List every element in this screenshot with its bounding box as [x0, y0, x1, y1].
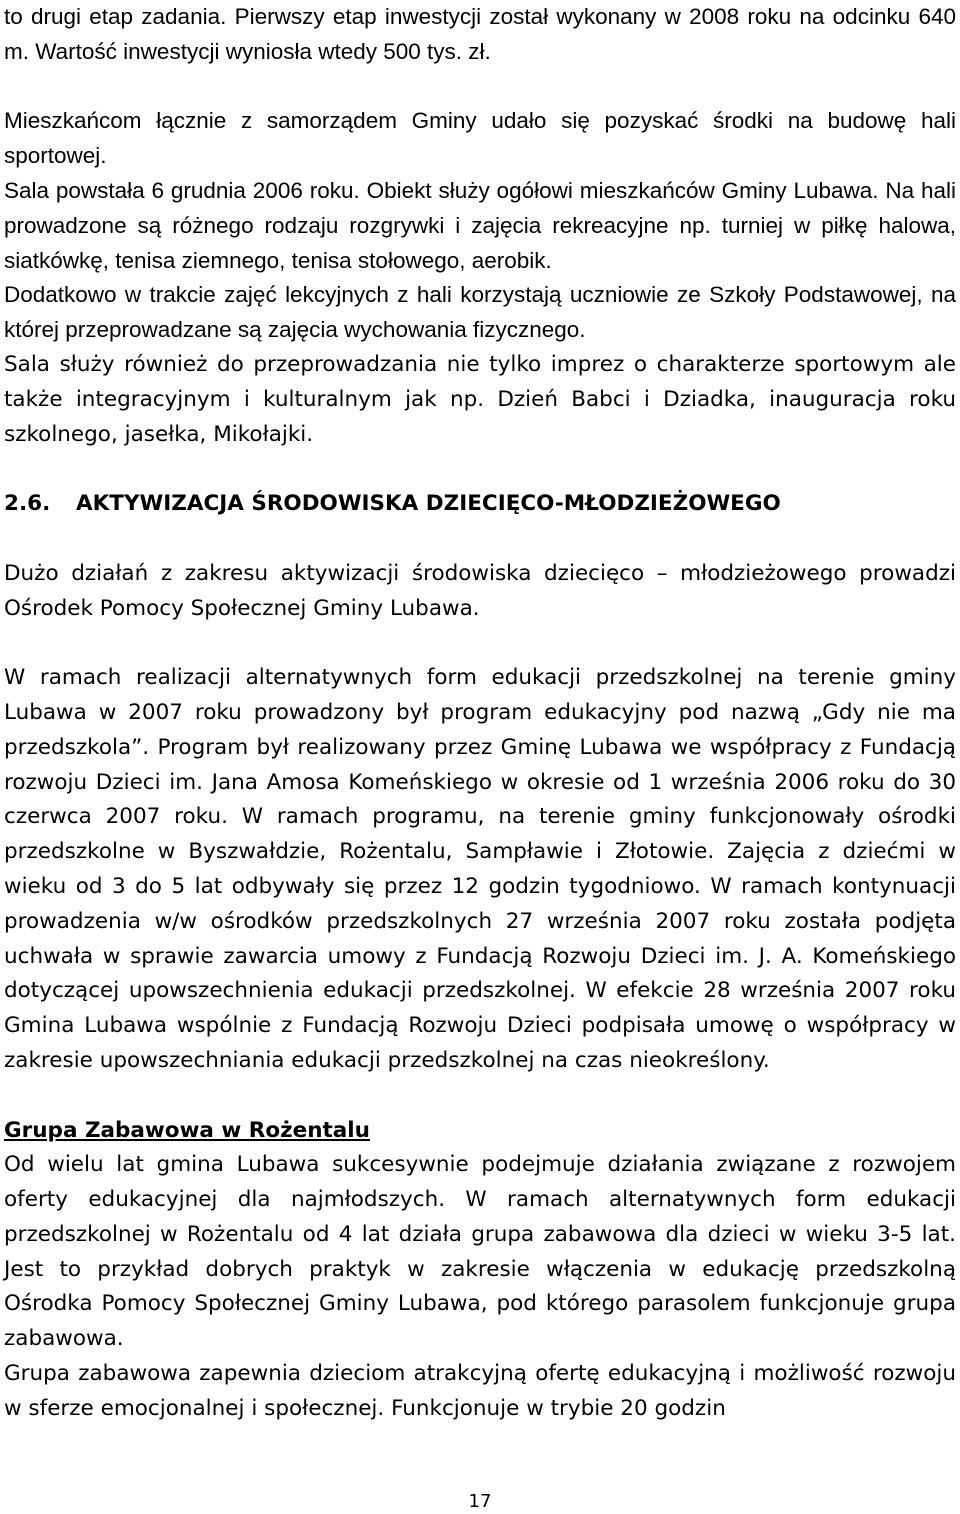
paragraph-ops-activities: Dużo działań z zakresu aktywizacji środowiska dziecięco – młodzieżowego prowadzi Ośrodek Pomocy Społecznej Gminy Lubawa.	[4, 560, 956, 621]
paragraph-sports-hall-usage: Sala powstała 6 grudnia 2006 roku. Obiekt służy ogółowi mieszkańców Gminy Lubawa. Na hali prowadzone są różnego rodzaju rozgrywki i zajęcia rekreacyjne np. turniej w piłkę halowa, siatkówkę, tenisa ziemnego, tenisa stołowego, aerobik.	[4, 177, 956, 273]
paragraph-play-group-offer: Grupa zabawowa zapewnia dzieciom atrakcyjną ofertę edukacyjną i możliwość rozwoju w sferze emocjonalnej i społecznej. Funkcjonuje w trybie 20 godzin	[4, 1361, 956, 1421]
page-number: 17	[468, 1491, 492, 1512]
spacer	[4, 1079, 956, 1114]
spacer	[4, 626, 956, 661]
paragraph-preschool-program: W ramach realizacji alternatywnych form edukacji przedszkolnej na terenie gminy Lubawa w 2007 roku prowadzony był program edukacyjny pod nazwą „Gdy nie ma przedszkola”. Program był realizowany przez Gminę Lubawa we współpracy z Fundacją rozwoju Dzieci im. Jana Amosa Komeńskiego w okresie od 1 września 2006 roku do 30 czerwca 2007 roku. W ramach programu, na terenie gminy funkcjonowały ośrodki przedszkolne w Byszwałdzie, Rożentalu, Sampławie i Złotowie. Zajęcia z dziećmi w wieku od 3 do 5 lat odbywały się przez 12 godzin tygodniowo. W ramach kontynuacji prowadzenia w/w ośrodków przedszkolnych 27 września 2007 roku została podjęta uchwała w sprawie zawarcia umowy z Fundacją Rozwoju Dzieci im. J. A. Komeńskiego dotyczącej upowszechnienia edukacji przedszkolnej. W efekcie 28 września 2007 roku Gmina Lubawa wspólnie z Fundacją Rozwoju Dzieci podpisała umowę o współpracy w zakresie upowszechniania edukacji przedszkolnej na czas nieokreślony.	[4, 665, 956, 1073]
spacer	[4, 452, 956, 487]
paragraph-play-group: Od wielu lat gmina Lubawa sukcesywnie podejmuje działania związane z rozwojem oferty edukacyjnej dla najmłodszych. W ramach alternatywnych form edukacji przedszkolnej w Rożentalu od 4 lat działa grupa zabawowa dla dzieci w wieku 3-5 lat. Jest to przykład dobrych praktyk w zakresie włączenia w edukację przedszkolną Ośrodka Pomocy Społecznej Gminy Lubawa, pod którego parasolem funkcjonuje grupa zabawowa.	[4, 1152, 956, 1352]
section-heading	[4, 487, 956, 522]
paragraph-events: Sala służy również do przeprowadzania nie tylko imprez o charakterze sportowym ale także integracyjnym i kulturalnym jak np. Dzień Babci i Dziadka, inauguracja roku szkolnego, jasełka, Mikołajki.	[4, 351, 956, 447]
spacer	[4, 70, 956, 105]
section-title: AKTYWIZACJA ŚRODOWISKA DZIECIĘCO-MŁODZIEŻOWEGO	[76, 491, 781, 517]
paragraph-sports-hall-funding: Mieszkańcom łącznie z samorządem Gminy udało się pozyskać środki na budowę hali sportowej.	[4, 108, 956, 169]
paragraph-school-usage: Dodatkowo w trakcie zajęć lekcyjnych z hali korzystają uczniowie ze Szkoły Podstawowej, na której przeprowadzane są zajęcia wychowania fizycznego.	[4, 282, 956, 343]
spacer	[4, 522, 956, 557]
paragraph-investment: to drugi etap zadania. Pierwszy etap inwestycji został wykonany w 2008 roku na odcinku 640 m. Wartość inwestycji wyniosła wtedy 500 tys. zł.	[4, 4, 956, 64]
subsection-heading: Grupa Zabawowa w Rożentalu	[4, 1117, 370, 1143]
document-page	[4, 0, 956, 1513]
section-number: 2.6.	[4, 491, 51, 517]
